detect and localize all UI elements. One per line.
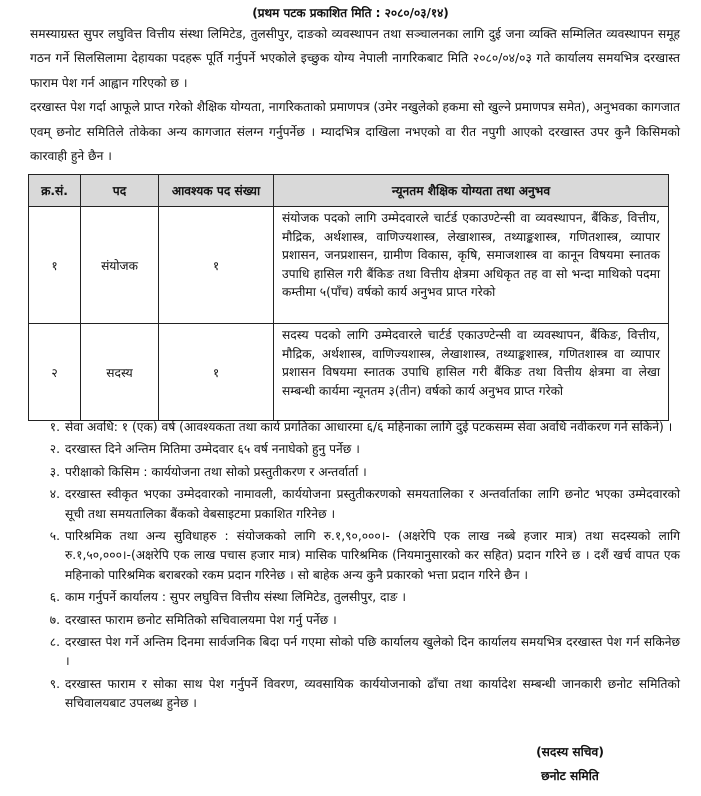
list-item [30,588,680,607]
table-header-row [29,175,669,207]
table-row [29,324,669,421]
item-text: पारिश्रमिक तथा अन्य सुविधाहरु : संयोजकको लागि रु.१,९०,०००।- (अक्षरेपि एक लाख नब्बे हजार मात्र) तथा सदस्यको लागि रु.१,५०,०००।-(अक्षरेपि एक लाख पचास हजार मात्र) मासिक पारिश्रमिक (नियमानुसारको कर सहित) प्रदान गरिने छ । दशैं खर्च वापत एक महिनाको पारिश्रमिक बराबरको रकम प्रदान गरिनेछ । सो बाहेक अन्य कुनै प्रकारको भत्ता प्रदान गरिने छैन । [65,529,680,582]
item-text: परीक्षाको किसिम : कार्ययोजना तथा सोको प्रस्तुतीकरण र अन्तर्वार्ता । [65,464,367,479]
item-number: ६. [49,590,60,605]
item-text: काम गर्नुपर्ने कार्यालय : सुपर लघुवित्त वित्तीय संस्था लिमिटेड, तुलसीपुर, दाङ । [65,590,406,605]
list-item [30,527,680,585]
cell-qualification: संयोजक पदको लागि उम्मेदवारले चार्टर्ड एकाउण्टेन्सी वा व्यवस्थापन, बैंकिङ, वित्तीय, मौद्रिक, अर्थशास्त्र, वाणिज्यशास्त्र, लेखाशास्त्र, तथ्याङ्कशास्त्र, गणितशास्त्र, व्यापार प्रशासन, जनप्रशासन, ग्रामीण विकास, कृषि, समाजशास्त्र वा कानून विषयमा स्नातक उपाधि हासिल गरी बैंकिङ तथा वित्तीय क्षेत्रमा अधिकृत तह वा सो भन्दा माथिको पदमा कम्तीमा ५(पाँच) वर्षको कार्य अनुभव प्राप्त गरेको [274,207,669,324]
item-text: दरखास्त फाराम र सोका साथ पेश गर्नुपर्ने विवरण, व्यवसायिक कार्ययोजनाको ढाँचा तथा कार्यादेश सम्बन्धी जानकारी छनोट समितिको सचिवालयबाट उपलब्ध हुनेछ । [65,676,680,711]
list-item [30,440,680,459]
item-text: सेवा अवधि: १ (एक) वर्ष (आवश्यकता तथा कार्य प्रगतिका आधारमा ६/६ महिनाका लागि दुई पटकसम्म सेवा अवधि नवीकरण गर्न सकिने) । [65,420,673,434]
cell-qualification: सदस्य पदको लागि उम्मेदवारले चार्टर्ड एकाउण्टेन्सी वा व्यवस्थापन, बैंकिङ, वित्तीय, मौद्रिक, अर्थशास्त्र, वाणिज्यशास्त्र, लेखाशास्त्र, तथ्याङ्कशास्त्र, गणितशास्त्र वा व्यापार प्रशासन विषयमा स्नातक उपाधि हासिल गरी बैंकिङ तथा वित्तीय क्षेत्रमा वा लेखा सम्बन्धी कार्यमा न्यूनतम ३(तीन) वर्षको कार्य अनुभव प्राप्त गरेको [274,324,669,421]
item-number: ७. [49,612,60,627]
item-text: दरखास्त दिने अन्तिम मितिमा उम्मेदवार ६५ वर्ष ननाघेको हुनु पर्नेछ । [65,442,360,457]
item-number: ८. [49,635,60,650]
cell-count: १ [159,324,274,421]
item-text: दरखास्त पेश गर्ने अन्तिम दिनमा सार्वजनिक बिदा पर्न गएमा सोको पछि कार्यालय खुलेको दिन कार्यालय समयभित्र दरखास्त पेश गर्न सकिनेछ । [65,635,680,669]
item-number: ५. [49,529,60,544]
terms-list [30,418,680,717]
cell-post: सदस्य [81,324,159,421]
intro-paragraph: समस्याग्रस्त सुपर लघुवित्त वित्तीय संस्था लिमिटेड, तुलसीपुर, दाङको व्यवस्थापन तथा सञ्चालनका लागि दुई जना व्यक्ति सम्मिलित व्यवस्थापन समूह गठन गर्ने सिलसिलामा देहायका पदहरू पूर्ति गर्नुपर्ने भएकोले इच्छुक योग्य नेपाली नागरिकबाट मिति २०८०/०४/०३ गते कार्यालय समयभित्र दरखास्त फाराम पेश गर्न आह्वान गरिएको छ । [30,27,680,90]
item-number: २. [49,442,60,457]
list-item [30,675,680,714]
cell-count: १ [159,207,274,324]
publish-date: (प्रथम पटक प्रकाशित मिति : २०८०/०३/१४) [252,6,449,20]
cell-sn: २ [29,324,81,421]
signatory-role: (सदस्य सचिव) [536,745,604,759]
posts-table [28,174,669,421]
cell-post: संयोजक [81,207,159,324]
header-post: पद [81,175,159,207]
item-number: ४. [49,487,60,502]
item-text: दरखास्त फाराम छनोट समितिको सचिवालयमा पेश गर्नु पर्नेछ । [65,612,337,627]
list-item [30,633,680,672]
signature-block [510,740,630,788]
list-item [30,418,680,437]
item-text: दरखास्त स्वीकृत भएका उम्मेदवारको नामावली, कार्ययोजना प्रस्तुतीकरणको समयतालिका र अन्तर्वार्ताका लागि छनोट भएका उम्मेदवारको सूची तथा समयतालिका बैंकको वेबसाइटमा प्रकाशित गरिनेछ । [65,487,680,521]
committee-name: छनोट समिति [541,769,599,783]
table-row [29,207,669,324]
header-count: आवश्यक पद संख्या [159,175,274,207]
list-item [30,463,680,482]
cell-sn: १ [29,207,81,324]
item-number: १. [49,420,60,434]
list-item [30,611,680,630]
item-number: ३. [49,464,60,479]
header-sn: क्र.सं. [29,175,81,207]
intro-text [30,22,680,168]
list-item [30,485,680,524]
intro-paragraph: दरखास्त पेश गर्दा आफूले प्राप्त गरेको शैक्षिक योग्यता, नागरिकताको प्रमाणपत्र (उमेर नखुलेको हकमा सो खुल्ने प्रमाणपत्र समेत), अनुभवका कागजात एवम् छनोट समितिले तोकेका अन्य कागजात संलग्न गर्नुपर्नेछ । म्यादभित्र दाखिला नभएको वा रीत नपुगी आएको दरखास्त उपर कुनै किसिमको कारवाही हुने छैन । [30,100,680,164]
item-number: ९. [49,676,60,691]
header-qualification: न्यूनतम शैक्षिक योग्यता तथा अनुभव [274,175,669,207]
